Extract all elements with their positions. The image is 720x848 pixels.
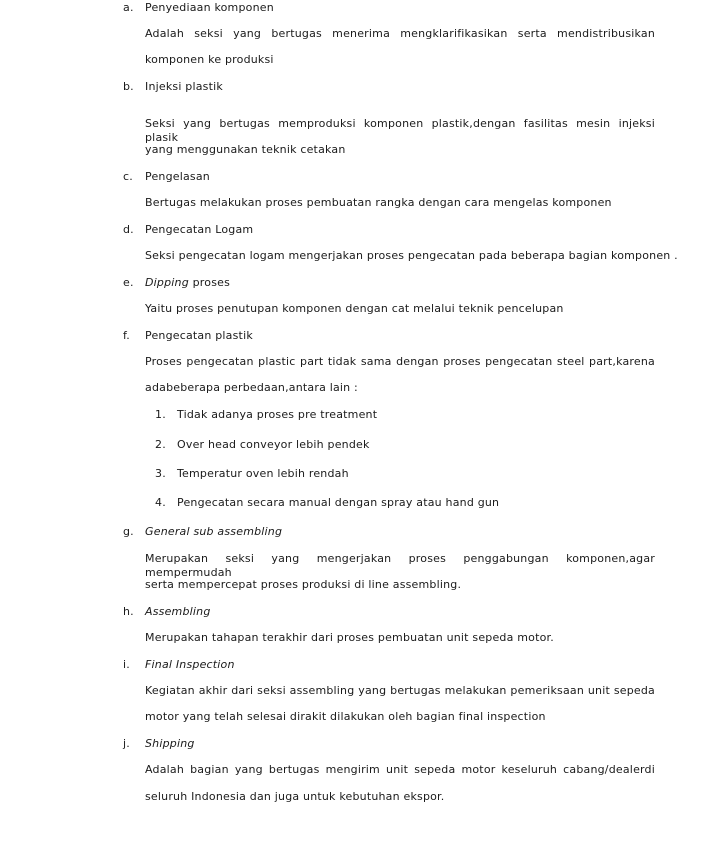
section-body-line: Kegiatan akhir dari seksi assembling yang bertugas melakukan pemeriksaan unit sepeda xyxy=(145,684,655,697)
section-body-line: Seksi yang bertugas memproduksi komponen plastik,dengan fasilitas mesin injeksi plasik xyxy=(145,117,655,144)
sub-list-number: 3. xyxy=(155,467,166,480)
section-body-line: Merupakan seksi yang mengerjakan proses penggabungan komponen,agar mempermudah xyxy=(145,552,655,579)
sub-list-number: 2. xyxy=(155,438,166,451)
section-body-line: Adalah seksi yang bertugas menerima mengklarifikasikan serta mendistribusikan xyxy=(145,27,655,40)
section-body-line: serta mempercepat proses produksi di line assembling. xyxy=(145,578,462,591)
list-marker-d: d. xyxy=(123,223,134,236)
sub-list-item: Pengecatan secara manual dengan spray atau hand gun xyxy=(177,496,500,509)
section-title-dipping-proses xyxy=(145,276,230,290)
sub-list-number: 1. xyxy=(155,408,166,421)
section-title-penyediaan-komponen: Penyediaan komponen xyxy=(145,1,274,14)
list-marker-e: e. xyxy=(123,276,134,289)
list-marker-b: b. xyxy=(123,80,134,93)
section-title-italic: Dipping xyxy=(145,276,189,289)
list-marker-h: h. xyxy=(123,605,134,618)
section-body-line: motor yang telah selesai dirakit dilakukan oleh bagian final inspection xyxy=(145,710,546,723)
list-marker-g: g. xyxy=(123,525,134,538)
list-marker-f: f. xyxy=(123,329,130,342)
section-title-general-sub-assembling: General sub assembling xyxy=(145,525,283,538)
section-body-line: yang menggunakan teknik cetakan xyxy=(145,143,346,156)
list-marker-j: j. xyxy=(123,737,130,750)
section-body-line: Proses pengecatan plastic part tidak sama dengan proses pengecatan steel part,karena xyxy=(145,355,655,368)
section-body-line: Yaitu proses penutupan komponen dengan cat melalui teknik pencelupan xyxy=(145,302,564,315)
sub-list-item: Temperatur oven lebih rendah xyxy=(177,467,349,480)
section-body-line: komponen ke produksi xyxy=(145,53,274,66)
section-title-pengelasan: Pengelasan xyxy=(145,170,210,183)
section-title-shipping: Shipping xyxy=(145,737,195,750)
section-title-pengecatan-plastik: Pengecatan plastik xyxy=(145,329,253,342)
section-title-rest: proses xyxy=(188,276,231,289)
sub-list-item: Over head conveyor lebih pendek xyxy=(177,438,370,451)
section-body-line: seluruh Indonesia dan juga untuk kebutuhan ekspor. xyxy=(145,790,445,803)
list-marker-c: c. xyxy=(123,170,133,183)
section-body-line: Merupakan tahapan terakhir dari proses pembuatan unit sepeda motor. xyxy=(145,631,554,644)
section-title-pengecatan-logam: Pengecatan Logam xyxy=(145,223,254,236)
section-body-line: Adalah bagian yang bertugas mengirim unit sepeda motor keseluruh cabang/dealerdi xyxy=(145,763,655,776)
list-marker-a: a. xyxy=(123,1,134,14)
section-body-line: Seksi pengecatan logam mengerjakan proses pengecatan pada beberapa bagian komponen . xyxy=(145,249,678,262)
sub-list-number: 4. xyxy=(155,496,166,509)
sub-list-item: Tidak adanya proses pre treatment xyxy=(177,408,378,421)
section-body-line: Bertugas melakukan proses pembuatan rangka dengan cara mengelas komponen xyxy=(145,196,612,209)
section-title-assembling: Assembling xyxy=(145,605,211,618)
section-title-injeksi-plastik: Injeksi plastik xyxy=(145,80,223,93)
section-title-final-inspection: Final Inspection xyxy=(145,658,235,671)
list-marker-i: i. xyxy=(123,658,130,671)
section-body-line: adabeberapa perbedaan,antara lain : xyxy=(145,381,358,394)
